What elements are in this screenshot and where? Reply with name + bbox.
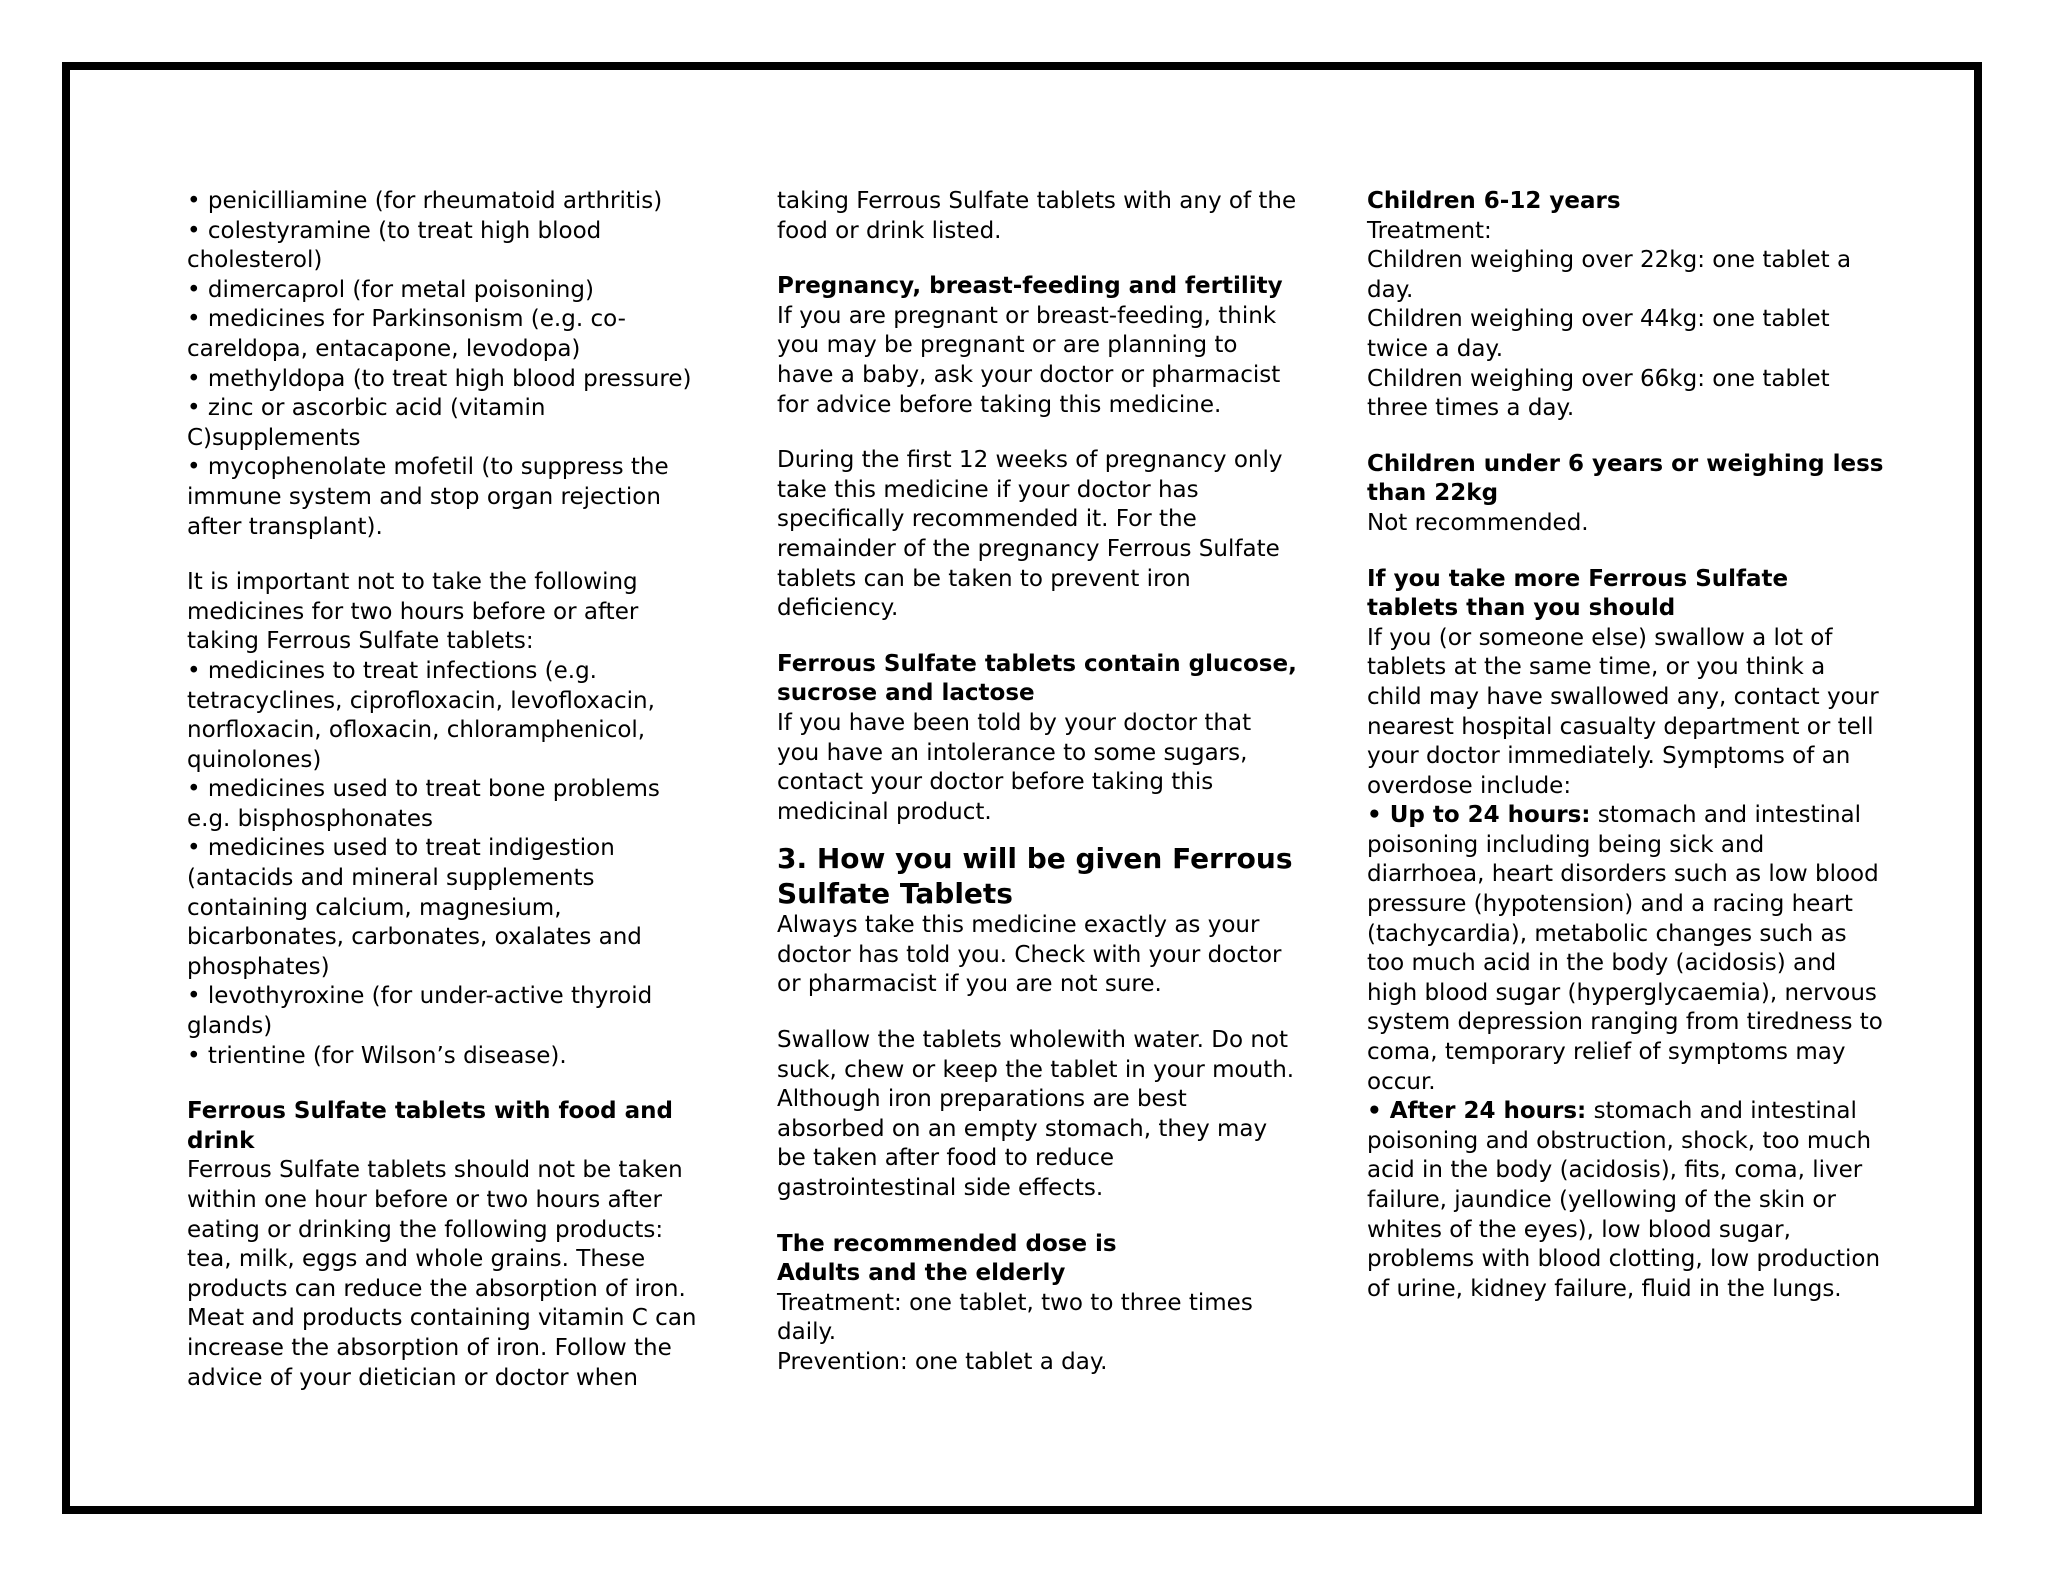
interaction-list-item: • dimercaprol (for metal poisoning) xyxy=(187,276,594,303)
dose-treatment: Treatment: one tablet, two to three times daily. xyxy=(777,1289,1253,1346)
food-drink-text: Ferrous Sulfate tablets should not be taken within one hour before or two hours after eating or drinking the following products: tea, milk, eggs and whole grains. These products can reduce the absorption of iron. Meat and products containing vitamin C can increase the absorption of iron. Follow the advice of your dietician or doctor when xyxy=(187,1157,697,1391)
sugar-heading: Ferrous Sulfate tablets contain glucose, sucrose and lactose xyxy=(777,650,1297,707)
column-2 xyxy=(777,187,1297,1378)
food-drink-heading: Ferrous Sulfate tablets with food and drink xyxy=(187,1098,673,1154)
after-24-hours-text: stomach and intestinal poisoning and obstruction, shock, too much acid in the body (acidosis), fits, coma, liver failure, jaundice (yellowing of the skin or whites of the eyes), low blood sugar, problems with blood clotting, low production of urine, kidney failure, fluid in the lungs. xyxy=(1367,1098,1881,1302)
up-to-24-hours-text: stomach and intestinal poisoning including being sick and diarrhoea, heart disorders such as low blood pressure (hypotension) and a racing heart (tachycardia), metabolic changes such as too much acid in the body (acidosis) and high blood sugar (hyperglycaemia), nervous system depression ranging from tiredness to coma, temporary relief of symptoms may occur. xyxy=(1367,802,1883,1095)
two-hour-intro: It is important not to take the following medicines for two hours before or after taking Ferrous Sulfate tablets: xyxy=(187,569,639,655)
up-to-24-hours-item xyxy=(1367,801,1887,1097)
column-1 xyxy=(187,187,707,1393)
interaction-list-item: • colestyramine (to treat high blood cholesterol) xyxy=(187,217,602,274)
children-dose-line: Children weighing over 44kg: one tablet twice a day. xyxy=(1367,306,1830,362)
two-hour-list-item: • medicines used to treat indigestion (antacids and mineral supplements containing calcium, magnesium, bicarbonates, carbonates, oxalates and phosphates) xyxy=(187,835,642,980)
interaction-list-item: • zinc or ascorbic acid (vitamin C)supplements xyxy=(187,395,546,451)
children-dose-line: Children weighing over 22kg: one tablet a day. xyxy=(1367,247,1852,303)
section-3-text: Swallow the tablets wholewith water. Do not suck, chew or keep the tablet in your mouth. Although iron preparations are best absorbed on an empty stomach, they may be taken after food to reduce gastrointestinal side effects. xyxy=(777,1027,1295,1202)
after-24-hours-label: • After 24 hours: xyxy=(1367,1098,1587,1125)
dose-prevention: Prevention: one tablet a day. xyxy=(777,1349,1108,1375)
interaction-list-item: • methyldopa (to treat high blood pressure) xyxy=(187,365,692,392)
children-treatment-label: Treatment: xyxy=(1367,217,1492,244)
interaction-list-item: • mycophenolate mofetil (to suppress the immune system and stop organ rejection after transplant). xyxy=(187,454,669,540)
up-to-24-hours-label: • Up to 24 hours: xyxy=(1367,802,1591,829)
two-hour-list-item: • trientine (for Wilson’s disease). xyxy=(187,1042,567,1069)
under-6-heading: Children under 6 years or weighing less than 22kg xyxy=(1367,450,1884,507)
column-3 xyxy=(1367,187,1887,1304)
pregnancy-text: During the first 12 weeks of pregnancy only take this medicine if your doctor has specifically recommended it. For the remainder of the pregnancy Ferrous Sulfate tablets can be taken to prevent iron deficiency. xyxy=(777,447,1283,622)
two-hour-list-item: • medicines used to treat bone problems e.g. bisphosphonates xyxy=(187,776,660,832)
pregnancy-heading: Pregnancy, breast-feeding and fertility xyxy=(777,273,1283,300)
dose-heading: The recommended dose is xyxy=(777,1230,1117,1257)
adults-heading: Adults and the elderly xyxy=(777,1260,1066,1287)
overdose-text: If you (or someone else) swallow a lot of tablets at the same time, or you think a child may have swallowed any, contact your nearest hospital casualty department or tell your doctor immediately. Symptoms of an overdose include: xyxy=(1367,624,1879,799)
overdose-heading: If you take more Ferrous Sulfate tablets than you should xyxy=(1367,565,1789,622)
pregnancy-text: If you are pregnant or breast-feeding, think you may be pregnant or are planning to have a baby, ask your doctor or pharmacist for advice before taking this medicine. xyxy=(777,302,1281,418)
interaction-list-item: • medicines for Parkinsonism (e.g. co-careldopa, entacapone, levodopa) xyxy=(187,306,626,362)
section-3-heading: 3. How you will be given Ferrous Sulfate Tablets xyxy=(777,842,1293,911)
food-drink-continued: taking Ferrous Sulfate tablets with any of the food or drink listed. xyxy=(777,188,1297,244)
under-6-text: Not recommended. xyxy=(1367,509,1589,536)
two-hour-list-item: • medicines to treat infections (e.g. tetracyclines, ciprofloxacin, levofloxacin, norfloxacin, ofloxacin, chloramphenicol, quinolones) xyxy=(187,657,655,773)
children-dose-line: Children weighing over 66kg: one tablet three times a day. xyxy=(1367,365,1830,422)
children-heading: Children 6-12 years xyxy=(1367,188,1621,214)
sugar-text: If you have been told by your doctor that you have an intolerance to some sugars, contact your doctor before taking this medicinal product. xyxy=(777,709,1252,825)
two-hour-list-item: • levothyroxine (for under-active thyroid glands) xyxy=(187,983,653,1040)
interaction-list-item: • penicilliamine (for rheumatoid arthritis) xyxy=(187,188,663,214)
section-3-text: Always take this medicine exactly as your doctor has told you. Check with your doctor or pharmacist if you are not sure. xyxy=(777,912,1282,998)
after-24-hours-item xyxy=(1367,1097,1887,1304)
